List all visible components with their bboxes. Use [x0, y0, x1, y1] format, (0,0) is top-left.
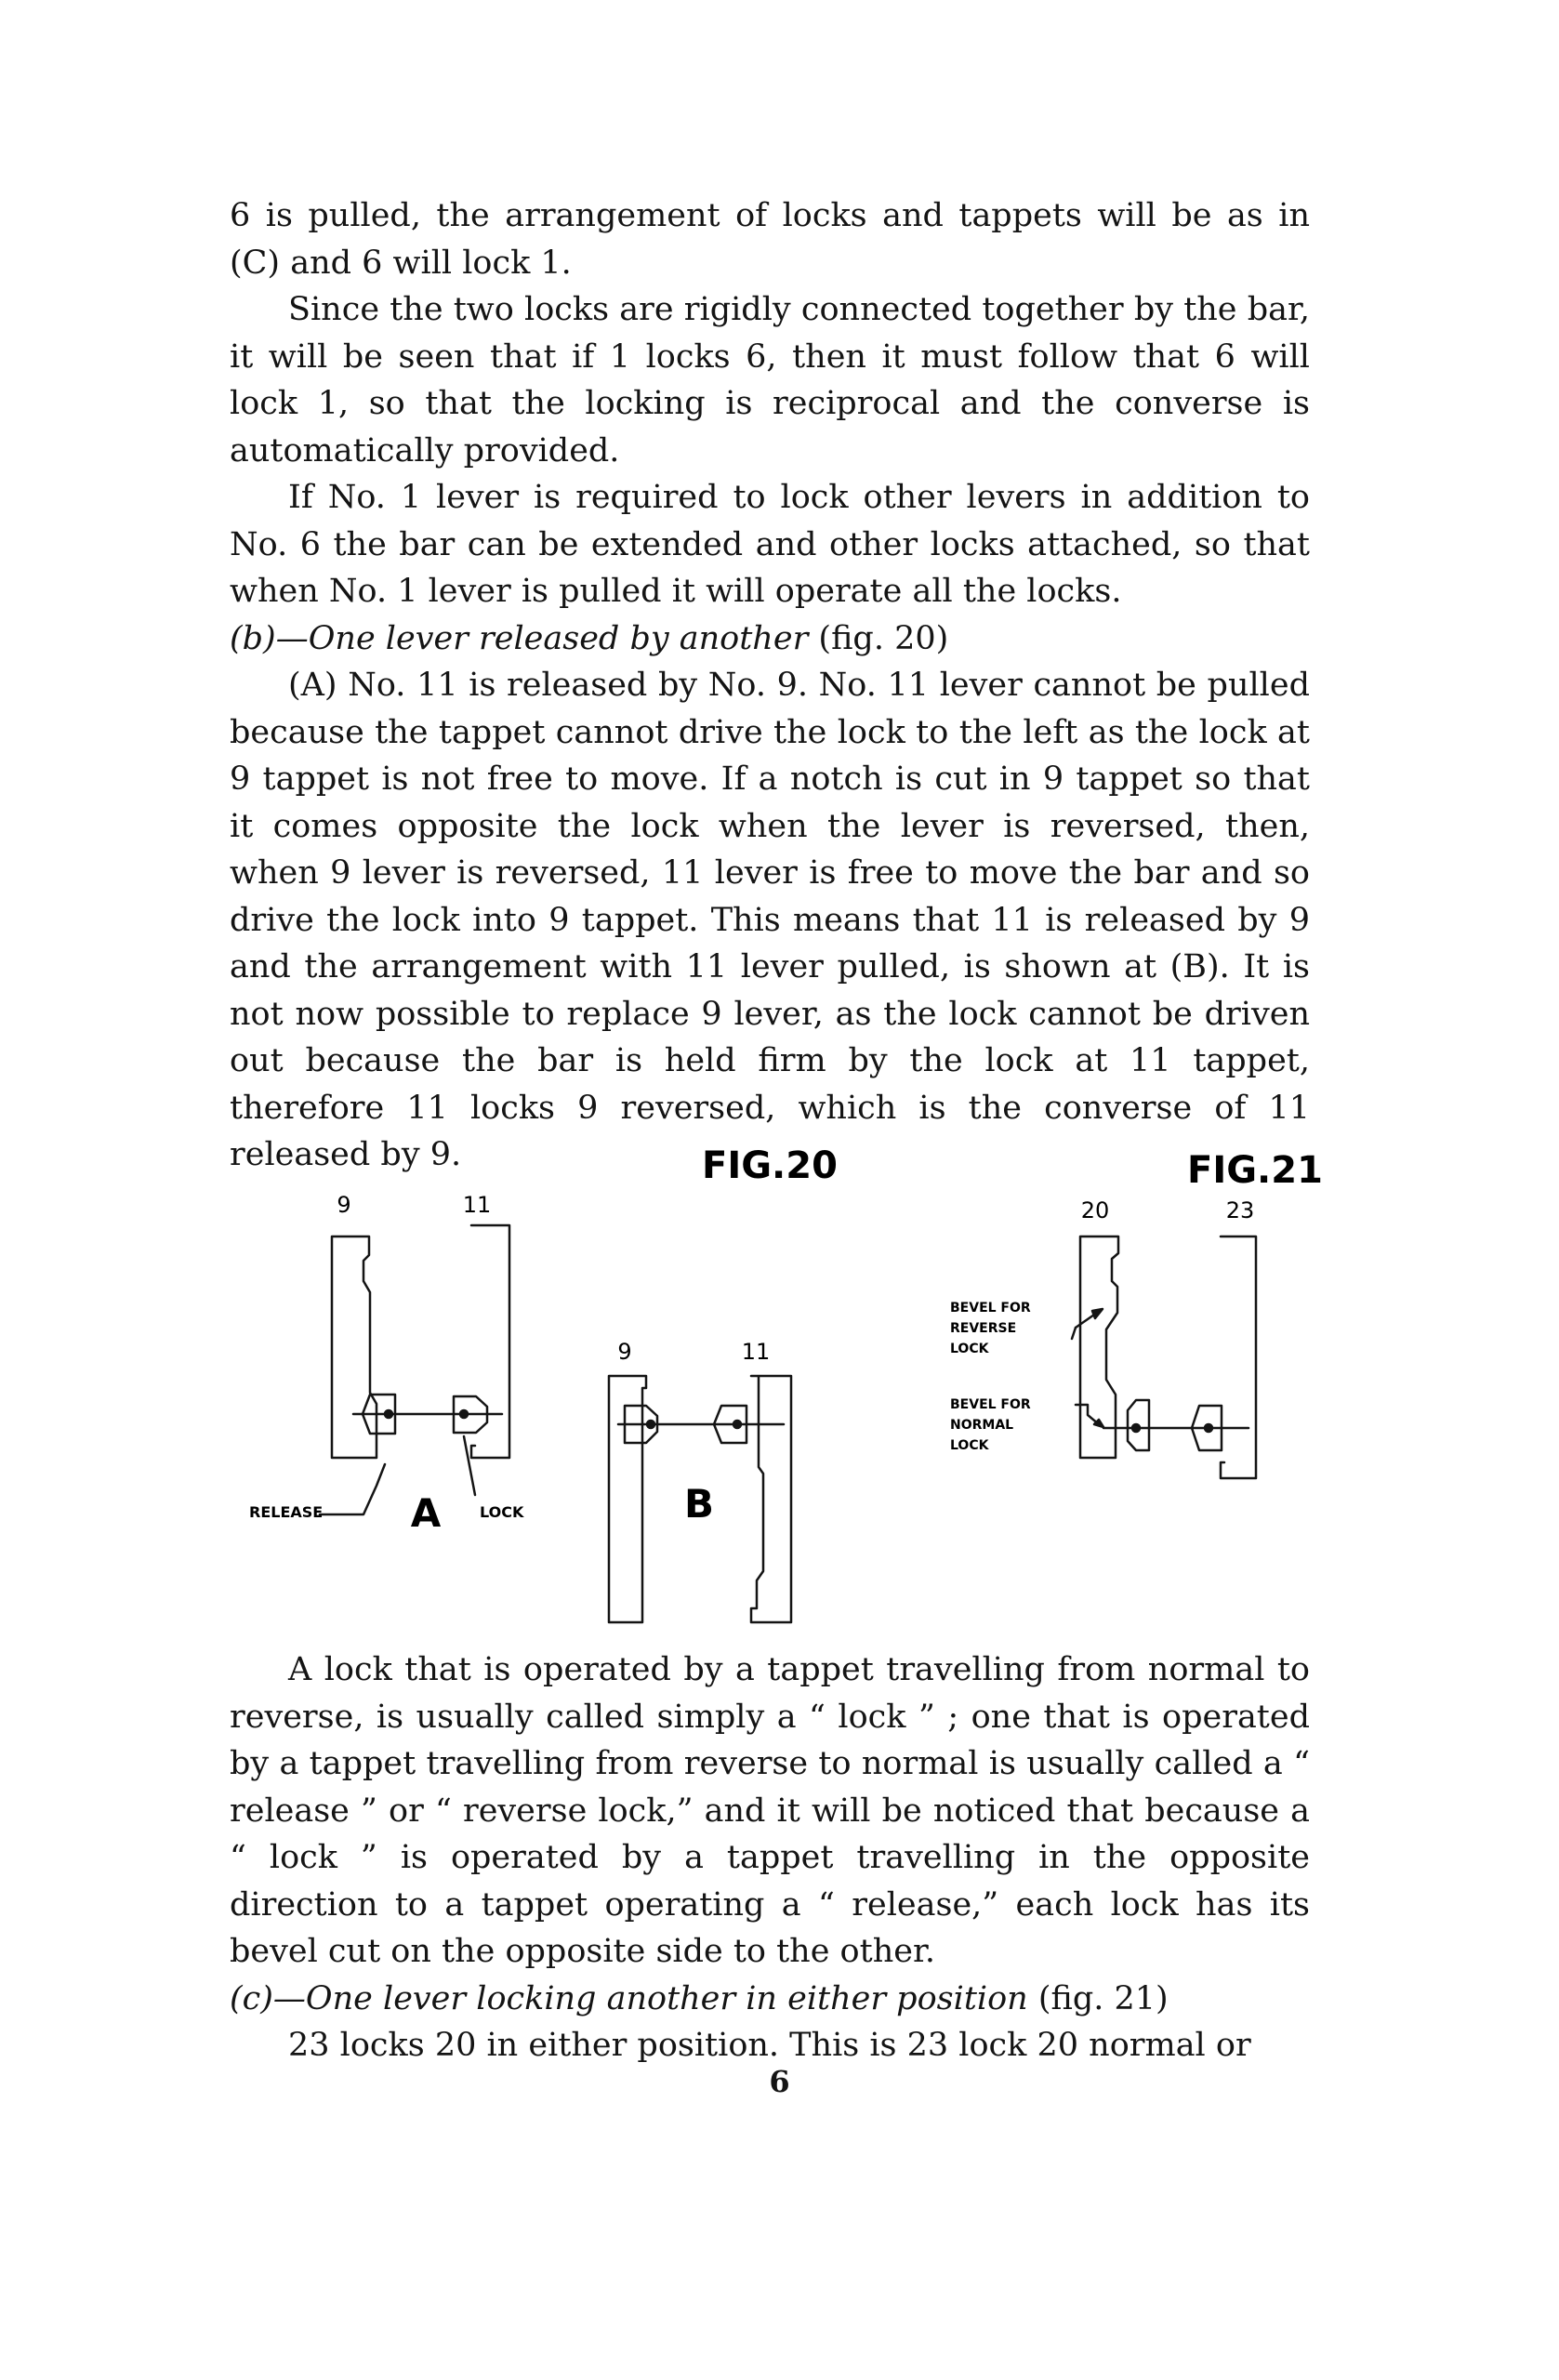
fig21-diagram [1072, 1236, 1256, 1478]
fig21-bevel-normal-line-1: BEVEL FOR [950, 1397, 1031, 1412]
text-block-top [230, 192, 1310, 1179]
heading-c [230, 1976, 1310, 2023]
fig21-bevel-reverse-line-1: BEVEL FOR [950, 1301, 1031, 1316]
fig20-a-letter: A [410, 1490, 442, 1536]
fig20-a-lever-11-label: 11 [462, 1192, 492, 1218]
page-number: 6 [769, 2064, 790, 2099]
fig20-a-lock-label: LOCK [480, 1503, 524, 1521]
fig21-bevel-normal-line-3: LOCK [950, 1438, 989, 1453]
paragraph-4: (A) No. 11 is released by No. 9. No. 11 lever cannot be pulled because the tappet cannot drive the lock to the left as the lock at 9 tappet is not free to move. If a notch is cut in 9 tappet so that it comes opposite the lock when the lever is reversed, then, when 9 lever is reversed, 11 lever is free to move the bar and so drive the lock into 9 tappet. This means that 11 is released by 9 and the arrangement with 11 lever pulled, is shown at (B). It is not now possible to replace 9 lever, as the lock cannot be driven out because the bar is held firm by the lock at 11 tappet, therefore 11 locks 9 reversed, which is the converse of 11 released by 9. [230, 667, 1310, 1173]
fig20-a-tappet-9 [332, 1236, 377, 1458]
paragraph-3: If No. 1 lever is required to lock other levers in addition to No. 6 the bar can be extended and other locks attached, so that when No. 1 lever is pulled it will operate all the locks. [230, 479, 1310, 610]
fig20-b-tappet-11 [751, 1376, 791, 1622]
fig21-bevel-reverse-line-3: LOCK [950, 1342, 989, 1356]
fig20-b-lever-9-label: 9 [617, 1339, 632, 1365]
fig21-caption: FIG.21 [1187, 1149, 1323, 1192]
fig21-bevel-reverse-leader [1072, 1328, 1076, 1339]
fig21-bevel-reverse-line-2: REVERSE [950, 1321, 1017, 1336]
fig20-a-lever-9-label: 9 [337, 1192, 351, 1218]
paragraph-1: 6 is pulled, the arrangement of locks and tappets will be as in (C) and 6 will lock 1. [230, 197, 1310, 282]
heading-c-letter: (c) [230, 1979, 273, 2017]
fig21-lever-20-label: 20 [1080, 1197, 1110, 1223]
heading-b-title: —One lever released by another [275, 619, 809, 657]
fig20-b-tappet-9 [609, 1376, 646, 1622]
fig20-a-diagram [320, 1225, 509, 1514]
heading-c-ref: (fig. 21) [1027, 1979, 1169, 2017]
heading-c-title: —One lever locking another in either position [272, 1979, 1028, 2017]
fig20-a-tappet-11 [471, 1225, 509, 1458]
paragraph-6: 23 locks 20 in either position. This is 23 lock 20 normal or [288, 2027, 1251, 2064]
fig20-b-lever-11-label: 11 [741, 1339, 771, 1365]
heading-b-letter: (b) [230, 619, 276, 657]
fig21-bevel-normal-line-2: NORMAL [950, 1418, 1014, 1433]
fig20-a-release-pointer [320, 1464, 385, 1514]
figures-diagram [0, 1134, 1559, 1636]
fig21-tappet-23 [1221, 1236, 1256, 1478]
fig20-a-release-label: RELEASE [249, 1503, 324, 1521]
text-block-bottom [230, 1646, 1310, 2069]
heading-b [230, 615, 1310, 663]
paragraph-2: Since the two locks are rigidly connected together by the bar, it will be seen that if 1 locks 6, then it must follow that 6 will lock 1, so that the locking is reciprocal and the converse is automatically provided. [230, 291, 1310, 469]
paragraph-5: A lock that is operated by a tappet travelling from normal to reverse, is usually called simply a “ lock ” ; one that is operated by a tappet travelling from reverse to normal is usually called a “ release ” or “ reverse lock,” and it will be noticed that because a “ lock ” is operated by a tappet travelling in the opposite direction to a tappet operating a “ release,” each lock has its bevel cut on the opposite side to the other. [230, 1651, 1310, 1970]
heading-b-ref: (fig. 20) [808, 619, 949, 657]
fig20-caption: FIG.20 [702, 1144, 838, 1187]
fig20-b-letter: B [683, 1481, 715, 1527]
fig21-lever-23-label: 23 [1225, 1197, 1255, 1223]
